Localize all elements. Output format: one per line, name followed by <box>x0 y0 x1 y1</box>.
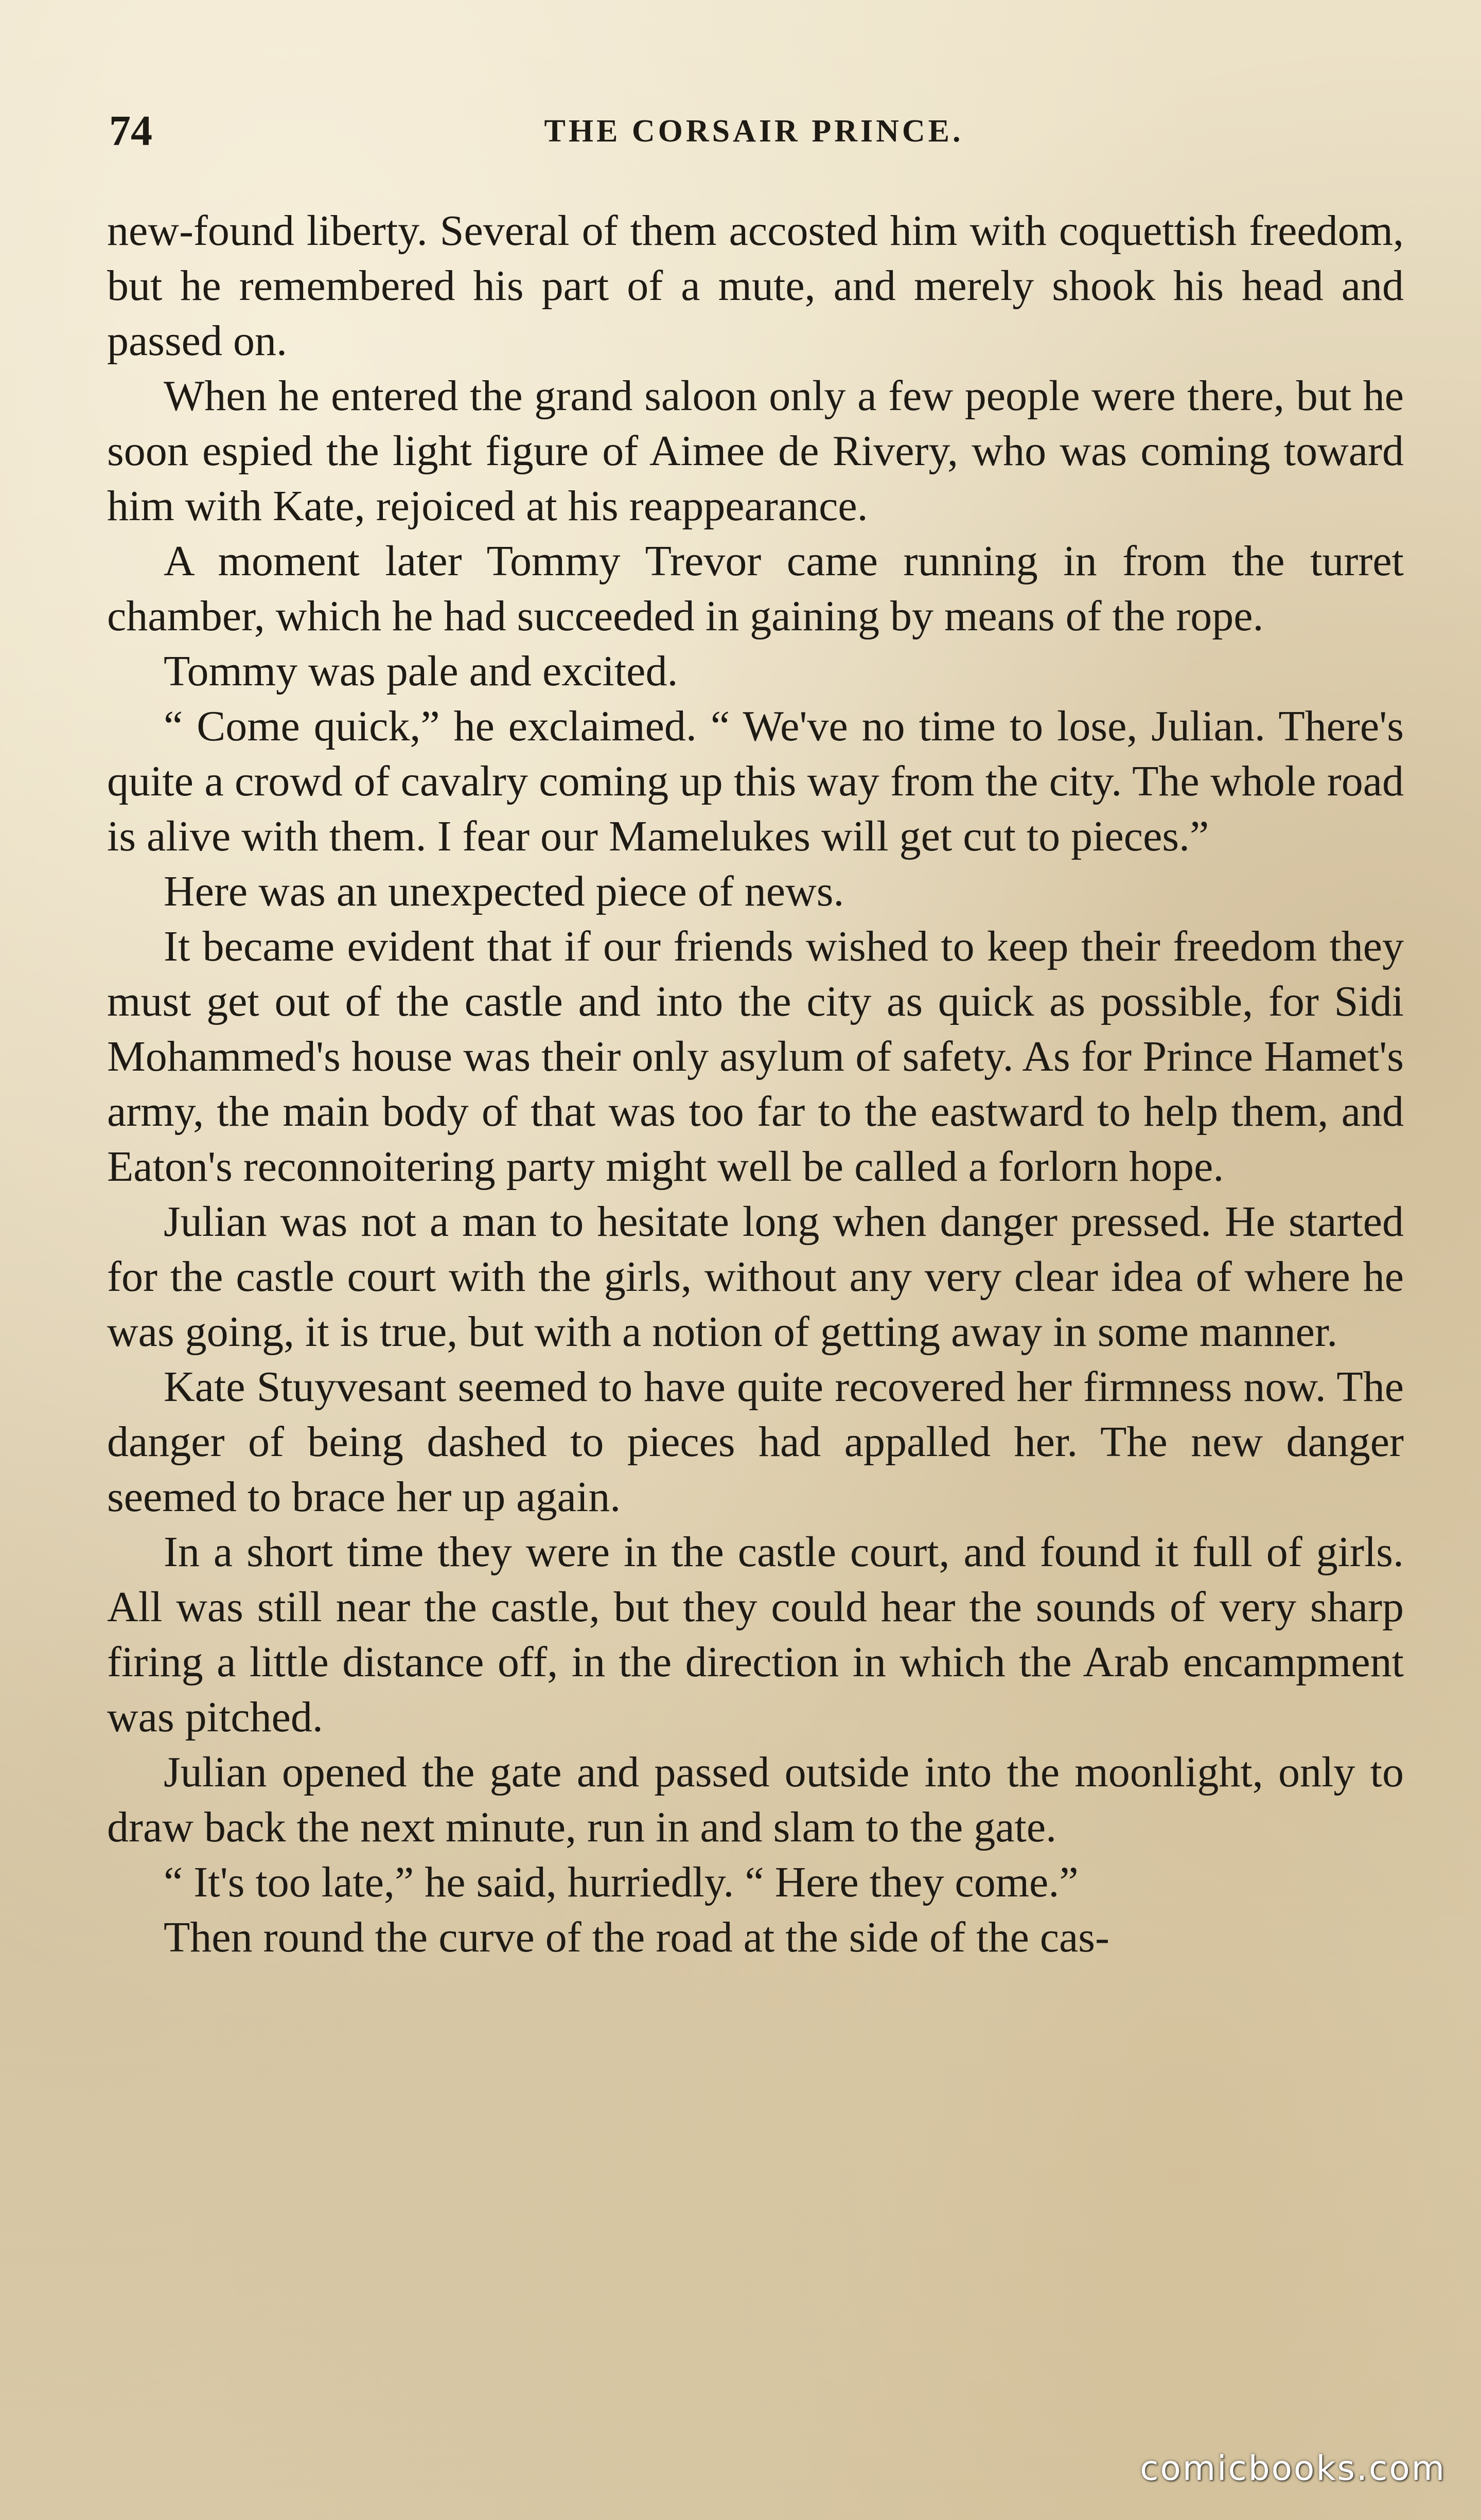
paragraph: “ Come quick,” he exclaimed. “ We've no time to lose, Julian. There's quite a crowd of cavalry coming up this way from the city. The whole road is alive with them. I fear our Mamelukes will get cut to pieces.” <box>107 702 1404 860</box>
running-head: THE CORSAIR PRINCE. <box>544 114 964 149</box>
paragraph: In a short time they were in the castle court, and found it full of girls. All was still near the castle, but they could hear the sounds of very sharp firing a little distance off, in the direction in which the Arab encampment was pitched. <box>107 1528 1404 1741</box>
watermark: comicbooks.com <box>1140 2448 1446 2488</box>
paragraph: Kate Stuyvesant seemed to have quite recovered her firmness now. The danger of being dashed to pieces had appalled her. The new danger seemed to brace her up again. <box>107 1363 1404 1521</box>
paragraph: A moment later Tommy Trevor came running in from the turret chamber, which he had succeeded in gaining by means of the rope. <box>107 537 1404 640</box>
paragraph: Julian opened the gate and passed outside into the moonlight, only to draw back the next minute, run in and slam to the gate. <box>107 1748 1404 1851</box>
paragraph: Then round the curve of the road at the side of the cas- <box>164 1913 1109 1961</box>
paragraph: new-found liberty. Several of them accosted him with coquettish freedom, but he remembered his part of a mute, and merely shook his head and passed on. <box>107 207 1404 365</box>
page-header <box>109 103 1399 159</box>
body-text <box>107 203 1404 1965</box>
paragraph: Tommy was pale and excited. <box>164 647 678 695</box>
page-number: 74 <box>109 107 152 155</box>
paragraph: It became evident that if our friends wished to keep their freedom they must get out of the castle and into the city as quick as possible, for Sidi Mohammed's house was their only asylum of safety. As for Prince Hamet's army, the main body of that was too far to the eastward to help them, and Eaton's reconnoitering party might well be called a forlorn hope. <box>107 922 1404 1191</box>
paragraph: Julian was not a man to hesitate long when danger pressed. He started for the castle court with the girls, without any very clear idea of where he was going, it is true, but with a notion of getting away in some manner. <box>107 1198 1404 1356</box>
paragraph: When he entered the grand saloon only a few people were there, but he soon espied the light figure of Aimee de Rivery, who was coming toward him with Kate, rejoiced at his reappearance. <box>107 372 1404 530</box>
paragraph: Here was an unexpected piece of news. <box>164 867 844 915</box>
paragraph: “ It's too late,” he said, hurriedly. “ Here they come.” <box>164 1858 1079 1906</box>
